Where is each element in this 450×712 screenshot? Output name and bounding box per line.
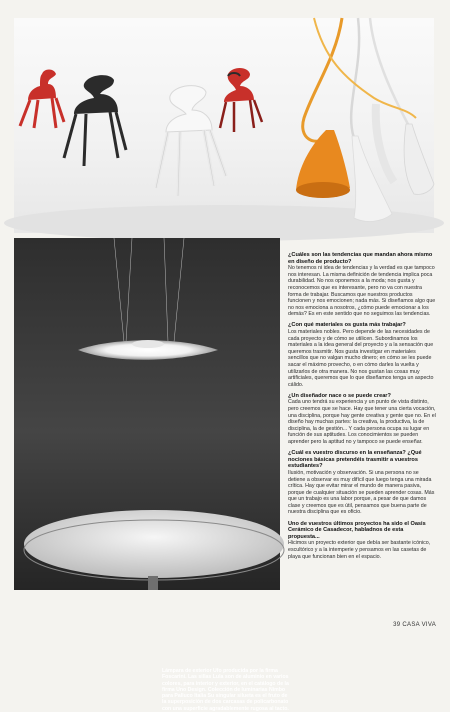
red-black-chair [220, 68, 262, 132]
qa-block [288, 322, 436, 388]
question: ¿Cuáles son las tendencias que mandan ahora mismo en diseño de producto? [288, 252, 433, 265]
answer: Los materiales nobles. Pero depende de las necesidades de cada proyecto y de cómo se utilicen. Subordinamos los materiales a la idea general del proyecto y a la sensación que queremos trasmitir. Nos gusta investigar en materiales sencillos que no valgan mucho dinero; en cómo se les puede sacar el máximo provecho, o en cómo darles la vuelta y utilizarlos de otra manera. No nos gustan las cosas muy artificiales, queremos que lo que diseñamos tenga un aspecto cálido. [288, 329, 434, 388]
qa-block [288, 393, 436, 446]
qa-block [288, 450, 436, 516]
answer: Ilusión, motivación y observación. Si una persona no se detiene a observar es muy difícil que luego tenga una mirada crítica. Hay que evitar mirar el mundo de manera pasiva, porque de cualquier situación se pueden aprender cosas. Más que un trabajo es una labor porque, a pesar de que damos clase y creemos que es útil, pensamos que buena parte de nuestra disciplina que es oficio. [288, 469, 435, 516]
nimbo-lamps [296, 18, 434, 221]
red-chair [20, 70, 64, 129]
question: Uno de vuestros últimos proyectos ha sido el Oasis Cerámico de Casadecor, habladnos de esta propuesta... [288, 520, 426, 540]
qa-block [288, 252, 436, 318]
answer: No tenemos ni idea de tendencias y la verdad es que tampoco nos interesan. La misma definición de tendencia implica poca durabilidad. No nos oponemos a la moda; nos gusta y reconocemos que es interesante, pero no va con nuestra forma de trabajar. Buscamos que nuestros productos funcionen y nos emocionen; nada más. Si diseñamos algo que no nos emociona a nosotros, ¿cómo puede emocionar a los demás? Es en este sentido que no seguimos las tendencias. [288, 265, 436, 318]
answer: Cada uno tendrá su experiencia y un punto de vista distinto, pero creemos que se hace. Hay que tener una cierta vocación, una disciplina, porque hay gente creativa y gente que no. En el diseño hay muchas partes: la creativa, la productiva, la de disciplina, la de gestión... Y cada persona ocupa su lugar en función de sus aptitudes. Los conocimientos se pueden aprender pero la aptitud no y tampoco se puede enseñar. [288, 399, 436, 446]
answer: Hicimos un proyecto exterior que debía ser bastante icónico, escultórico y a la intemperie y pensamos en las casetas de playa que funcionan bien en el espacio. [288, 540, 431, 560]
qa-block [288, 521, 436, 561]
interview-column [288, 252, 436, 565]
chairs-and-lamps-photo [14, 18, 434, 233]
question: ¿Un diseñador nace o se puede crear? [288, 392, 391, 399]
ufo-lamp-photo [14, 238, 289, 712]
page-folio: 39 CASA VIVA [393, 622, 436, 628]
white-chair [156, 86, 226, 196]
question: ¿Cuál es vuestro discurso en la enseñanza? ¿Qué nociones básicas pretendéis trasmitir a vuestros estudiantes? [288, 450, 422, 470]
ufo-lamp-illustration [14, 238, 280, 590]
chairs-and-lamps-illustration [14, 18, 434, 233]
black-chair [64, 75, 126, 166]
question: ¿Con qué materiales os gusta más trabajar? [288, 322, 406, 329]
photo-caption: Lámpara de exterior Ufo producida por la firma Foscarini. Las sillas Lula son de aluminio en varios colores, para interior y exterior, en el catálogo de la firma Uno Design. Colección de luminarias Nimbo para Palluco Italia Su singular silueta es el fruto de la superposición de dos carcasas de policarbonato con una superficie agradablemente rugosa al tacto. [162, 668, 289, 712]
